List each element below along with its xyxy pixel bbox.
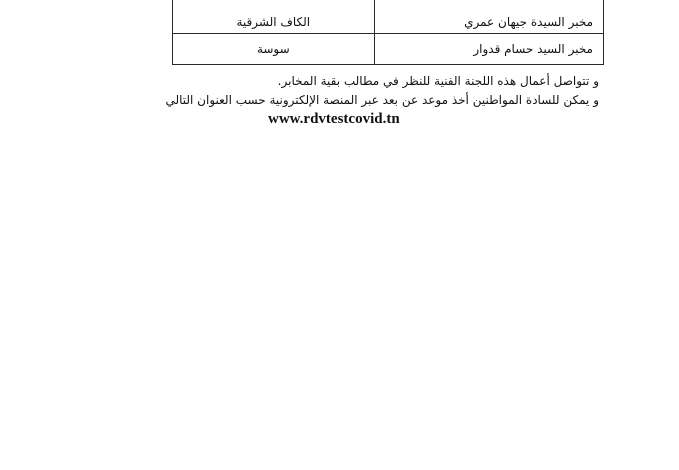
paragraph-remote-appointment: و يمكن للسادة المواطنين أخذ موعد عن بعد عبر المنصة الإلكترونية حسب العنوان التالي <box>165 93 599 107</box>
website-address: www.rdvtestcovid.tn <box>268 111 400 127</box>
lab-name-cell: مخبر السيد حسام قدوار <box>374 34 603 65</box>
lab-name-cell: مخبر السيدة جيهان عمري <box>374 0 603 34</box>
labs-table <box>172 0 604 65</box>
city-cell: الكاف الشرقية <box>173 0 375 34</box>
paragraph-committee-work: و تتواصل أعمال هذه اللجنة الفنية للنظر في مطالب بقية المخابر. <box>277 74 599 88</box>
table-row <box>173 0 604 34</box>
city-cell: سوسة <box>173 34 375 65</box>
table-row <box>173 34 604 65</box>
